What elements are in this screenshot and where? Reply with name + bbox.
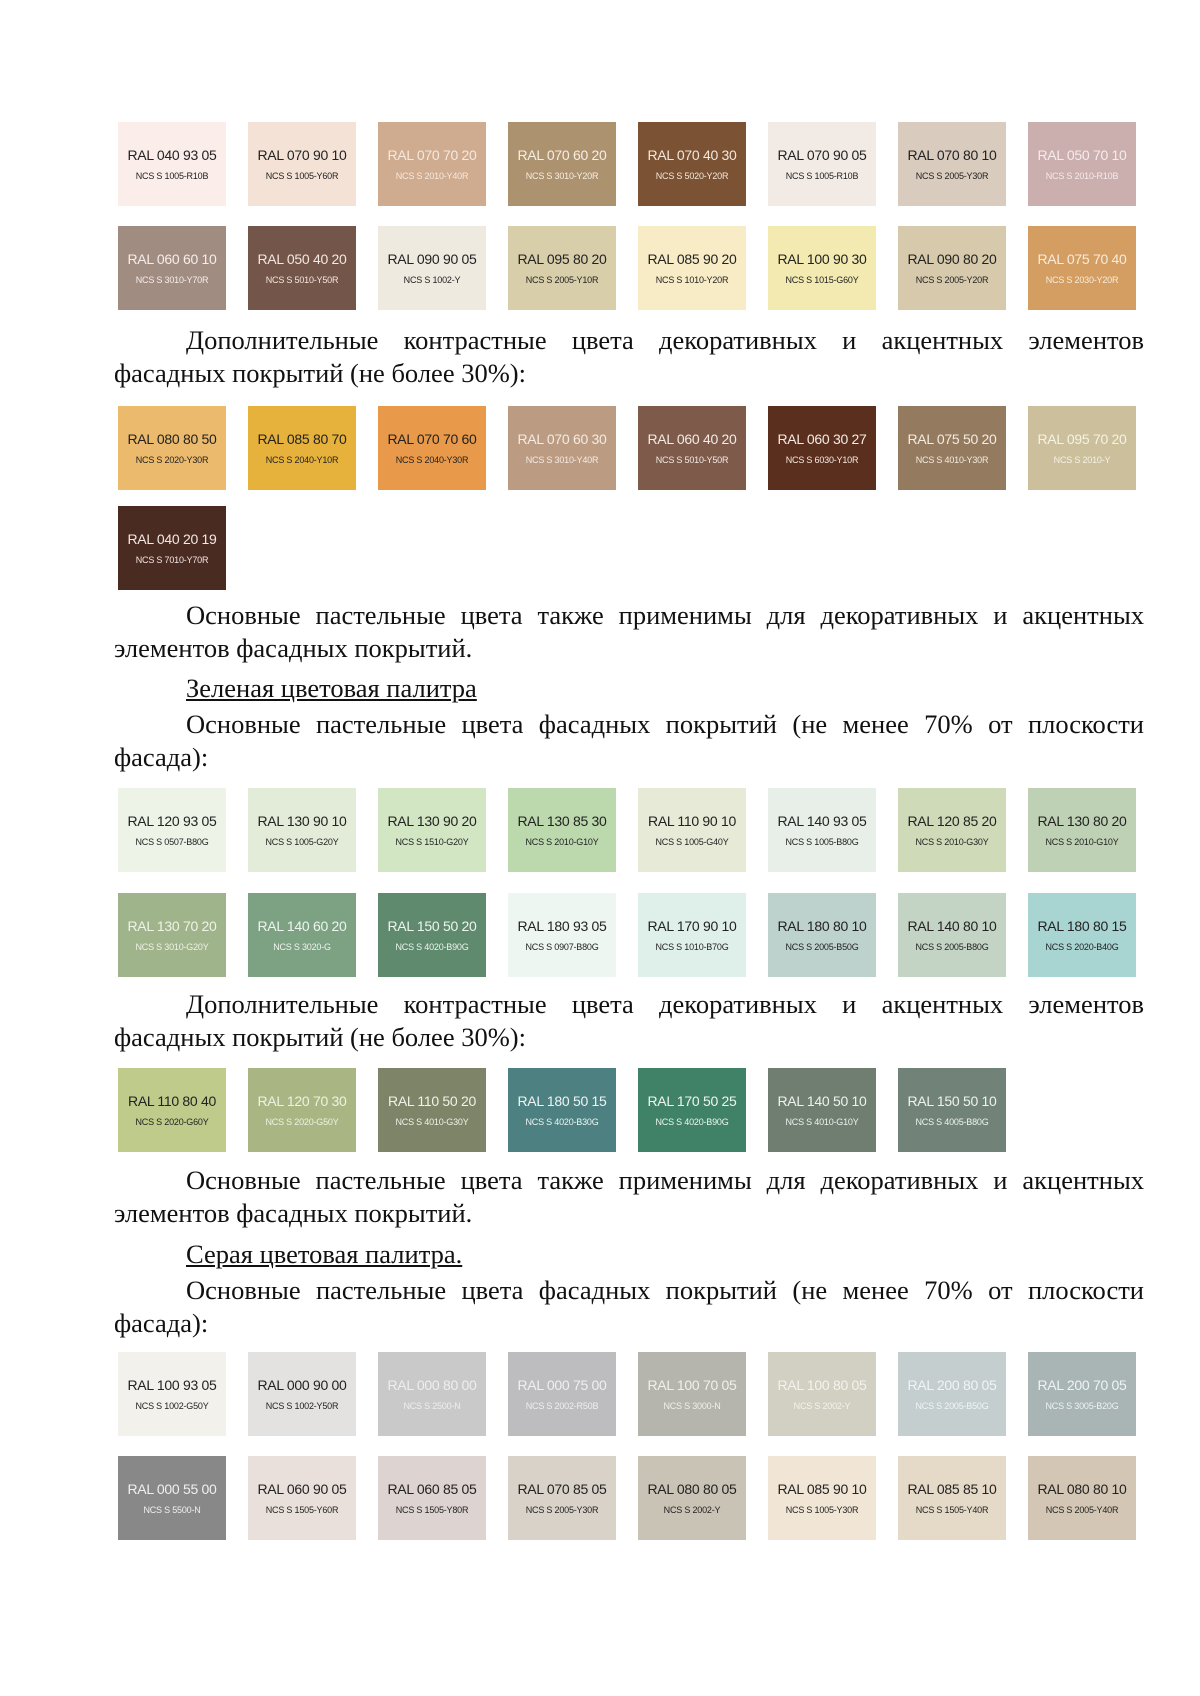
color-swatch [378, 406, 486, 490]
swatch-ncs-code: NCS S 5010-Y50R [265, 275, 339, 285]
swatch-ncs-code: NCS S 2020-G60Y [135, 1117, 209, 1127]
swatch-ral-code: RAL 095 70 20 [1037, 431, 1127, 447]
swatch-ral-code: RAL 130 70 20 [127, 918, 217, 934]
brown-note [114, 599, 1144, 665]
swatch-ncs-code: NCS S 1005-B80G [785, 837, 859, 847]
swatch-ral-code: RAL 060 85 05 [387, 1481, 477, 1497]
swatch-ncs-code: NCS S 4020-B90G [655, 1117, 729, 1127]
color-swatch [638, 893, 746, 977]
swatch-ral-code: RAL 070 40 30 [647, 147, 737, 163]
color-swatch [118, 893, 226, 977]
swatch-ral-code: RAL 070 90 10 [257, 147, 347, 163]
color-swatch [378, 1352, 486, 1436]
swatch-ncs-code: NCS S 2005-B50G [785, 942, 859, 952]
swatch-ncs-code: NCS S 2030-Y20R [1045, 275, 1119, 285]
color-swatch [768, 226, 876, 310]
swatch-ral-code: RAL 100 90 30 [777, 251, 867, 267]
swatch-ral-code: RAL 060 90 05 [257, 1481, 347, 1497]
color-swatch [638, 122, 746, 206]
color-swatch [768, 122, 876, 206]
swatch-ncs-code: NCS S 1505-Y80R [395, 1505, 469, 1515]
color-swatch [118, 226, 226, 310]
swatch-ral-code: RAL 085 85 10 [907, 1481, 997, 1497]
swatch-ncs-code: NCS S 0907-B80G [525, 942, 599, 952]
color-swatch [898, 1068, 1006, 1152]
color-swatch [638, 1456, 746, 1540]
color-swatch [118, 1068, 226, 1152]
swatch-ral-code: RAL 170 90 10 [647, 918, 737, 934]
swatch-ncs-code: NCS S 1505-Y40R [915, 1505, 989, 1515]
color-swatch [898, 893, 1006, 977]
swatch-ncs-code: NCS S 3010-Y70R [135, 275, 209, 285]
color-swatch [508, 122, 616, 206]
swatch-ncs-code: NCS S 2010-G10Y [1045, 837, 1119, 847]
swatch-ral-code: RAL 070 80 10 [907, 147, 997, 163]
swatch-ral-code: RAL 000 75 00 [517, 1377, 607, 1393]
color-swatch [378, 1456, 486, 1540]
swatch-ral-code: RAL 000 55 00 [127, 1481, 217, 1497]
swatch-ral-code: RAL 050 70 10 [1037, 147, 1127, 163]
paragraph-line: фасада): [114, 742, 209, 772]
swatch-ral-code: RAL 060 30 27 [777, 431, 867, 447]
color-swatch [1028, 788, 1136, 872]
swatch-ral-code: RAL 100 80 05 [777, 1377, 867, 1393]
swatch-ral-code: RAL 100 93 05 [127, 1377, 217, 1393]
color-swatch [248, 1352, 356, 1436]
color-swatch [118, 122, 226, 206]
color-swatch [248, 1456, 356, 1540]
color-swatch [1028, 122, 1136, 206]
swatch-ral-code: RAL 110 90 10 [648, 813, 736, 829]
swatch-ncs-code: NCS S 1005-Y60R [265, 171, 339, 181]
swatch-ncs-code: NCS S 1002-Y50R [265, 1401, 339, 1411]
swatch-ncs-code: NCS S 4020-B90G [395, 942, 469, 952]
swatch-ncs-code: NCS S 2020-G50Y [265, 1117, 339, 1127]
swatch-ral-code: RAL 070 90 05 [777, 147, 867, 163]
color-swatch [898, 1352, 1006, 1436]
swatch-ncs-code: NCS S 2010-R10B [1045, 171, 1119, 181]
swatch-ral-code: RAL 040 93 05 [127, 147, 217, 163]
swatch-ral-code: RAL 120 93 05 [127, 813, 217, 829]
color-swatch [508, 893, 616, 977]
color-swatch [898, 122, 1006, 206]
swatch-ral-code: RAL 130 90 10 [257, 813, 347, 829]
swatch-ncs-code: NCS S 3010-Y20R [525, 171, 599, 181]
swatch-ral-code: RAL 040 20 19 [127, 531, 217, 547]
color-swatch [248, 226, 356, 310]
swatch-ncs-code: NCS S 1005-G20Y [265, 837, 339, 847]
gray-main-swatches-row-1 [118, 1352, 1136, 1436]
green-main-swatches-row-1 [118, 788, 1136, 872]
green-note [114, 1164, 1144, 1230]
paragraph-line: Дополнительные контрастные цвета декоративных и акцентных элементов [186, 325, 1144, 355]
color-swatch [248, 1068, 356, 1152]
color-swatch [118, 788, 226, 872]
swatch-ncs-code: NCS S 1510-G20Y [395, 837, 469, 847]
swatch-ral-code: RAL 180 93 05 [517, 918, 607, 934]
swatch-ral-code: RAL 085 90 10 [777, 1481, 867, 1497]
brown-accent-swatches-row-1 [118, 406, 1136, 490]
color-swatch [898, 788, 1006, 872]
swatch-ral-code: RAL 130 80 20 [1037, 813, 1127, 829]
swatch-ral-code: RAL 060 40 20 [647, 431, 737, 447]
color-swatch [118, 506, 226, 590]
swatch-ncs-code: NCS S 7010-Y70R [135, 555, 209, 565]
swatch-ral-code: RAL 140 80 10 [907, 918, 997, 934]
swatch-ral-code: RAL 110 50 20 [388, 1093, 476, 1109]
swatch-ncs-code: NCS S 4010-Y30R [915, 455, 989, 465]
swatch-ncs-code: NCS S 4020-B30G [525, 1117, 599, 1127]
gray-main-swatches-row-2 [118, 1456, 1136, 1540]
swatch-ncs-code: NCS S 6030-Y10R [785, 455, 859, 465]
swatch-ral-code: RAL 070 70 20 [387, 147, 477, 163]
color-swatch [768, 1068, 876, 1152]
swatch-ral-code: RAL 060 60 10 [127, 251, 217, 267]
swatch-ral-code: RAL 070 70 60 [387, 431, 477, 447]
paragraph-line: Дополнительные контрастные цвета декоративных и акцентных элементов [186, 989, 1144, 1019]
color-swatch [768, 1352, 876, 1436]
swatch-ncs-code: NCS S 2040-Y10R [265, 455, 339, 465]
brown-main-swatches-row-1 [118, 122, 1136, 206]
swatch-ncs-code: NCS S 1002-Y [403, 275, 461, 285]
swatch-ncs-code: NCS S 1505-Y60R [265, 1505, 339, 1515]
color-swatch [378, 788, 486, 872]
color-swatch [508, 1352, 616, 1436]
color-swatch [638, 226, 746, 310]
swatch-ral-code: RAL 070 60 30 [517, 431, 607, 447]
swatch-ncs-code: NCS S 2005-Y30R [525, 1505, 599, 1515]
swatch-ncs-code: NCS S 4010-G10Y [785, 1117, 859, 1127]
swatch-ral-code: RAL 070 60 20 [517, 147, 607, 163]
green-main-swatches-row-2 [118, 893, 1136, 977]
color-swatch [248, 406, 356, 490]
color-swatch [508, 1456, 616, 1540]
color-swatch [898, 406, 1006, 490]
heading-green-palette: Зеленая цветовая палитра [186, 673, 477, 703]
swatch-ncs-code: NCS S 1010-B70G [655, 942, 729, 952]
color-swatch [638, 1352, 746, 1436]
color-swatch [248, 893, 356, 977]
swatch-ncs-code: NCS S 2002-R50B [525, 1401, 599, 1411]
swatch-ncs-code: NCS S 1010-Y20R [655, 275, 729, 285]
swatch-ral-code: RAL 140 93 05 [777, 813, 867, 829]
color-swatch [378, 1068, 486, 1152]
swatch-ral-code: RAL 200 70 05 [1037, 1377, 1127, 1393]
swatch-ncs-code: NCS S 4010-G30Y [395, 1117, 469, 1127]
swatch-ncs-code: NCS S 1015-G60Y [785, 275, 859, 285]
swatch-ncs-code: NCS S 3010-Y40R [525, 455, 599, 465]
swatch-ncs-code: NCS S 2002-Y [663, 1505, 721, 1515]
swatch-ncs-code: NCS S 2020-Y30R [135, 455, 209, 465]
swatch-ncs-code: NCS S 2010-G30Y [915, 837, 989, 847]
paragraph-line: фасада): [114, 1308, 209, 1338]
swatch-ncs-code: NCS S 3020-G [273, 942, 331, 952]
swatch-ral-code: RAL 080 80 50 [127, 431, 217, 447]
swatch-ncs-code: NCS S 5010-Y50R [655, 455, 729, 465]
color-swatch [248, 122, 356, 206]
swatch-ncs-code: NCS S 5500-N [143, 1505, 201, 1515]
color-swatch [378, 122, 486, 206]
color-swatch [638, 1068, 746, 1152]
swatch-ncs-code: NCS S 3000-N [663, 1401, 721, 1411]
color-swatch [378, 893, 486, 977]
paragraph-line: фасадных покрытий (не более 30%): [114, 358, 526, 388]
swatch-ncs-code: NCS S 1002-G50Y [135, 1401, 209, 1411]
swatch-ral-code: RAL 180 80 15 [1037, 918, 1127, 934]
brown-main-swatches-row-2 [118, 226, 1136, 310]
color-swatch [118, 406, 226, 490]
color-swatch [638, 788, 746, 872]
swatch-ral-code: RAL 130 90 20 [387, 813, 477, 829]
swatch-ncs-code: NCS S 1005-G40Y [655, 837, 729, 847]
color-swatch [248, 788, 356, 872]
brown-accent-intro [114, 324, 1144, 390]
swatch-ral-code: RAL 000 90 00 [257, 1377, 347, 1393]
heading-gray-palette: Серая цветовая палитра. [186, 1239, 463, 1269]
paragraph-line: элементов фасадных покрытий. [114, 633, 473, 663]
brown-accent-swatches-row-2 [118, 506, 1136, 590]
swatch-ral-code: RAL 100 70 05 [647, 1377, 737, 1393]
swatch-ral-code: RAL 120 85 20 [907, 813, 997, 829]
color-swatch [118, 1352, 226, 1436]
color-swatch [1028, 226, 1136, 310]
color-swatch [1028, 406, 1136, 490]
swatch-ncs-code: NCS S 3005-B20G [1045, 1401, 1119, 1411]
swatch-ral-code: RAL 140 60 20 [257, 918, 347, 934]
swatch-ral-code: RAL 110 80 40 [128, 1093, 216, 1109]
swatch-ncs-code: NCS S 1005-R10B [785, 171, 859, 181]
swatch-ral-code: RAL 075 70 40 [1037, 251, 1127, 267]
swatch-ncs-code: NCS S 2005-B80G [915, 942, 989, 952]
swatch-ral-code: RAL 050 40 20 [257, 251, 347, 267]
paragraph-line: Основные пастельные цвета фасадных покрытий (не менее 70% от плоскости [186, 709, 1144, 739]
green-accent-intro [114, 988, 1144, 1054]
paragraph-line: Основные пастельные цвета также применимы для декоративных и акцентных [186, 1165, 1144, 1195]
swatch-ral-code: RAL 095 80 20 [517, 251, 607, 267]
swatch-ral-code: RAL 150 50 20 [387, 918, 477, 934]
swatch-ncs-code: NCS S 2005-Y10R [525, 275, 599, 285]
swatch-ncs-code: NCS S 2005-Y20R [915, 275, 989, 285]
color-swatch [638, 406, 746, 490]
color-swatch [508, 406, 616, 490]
color-swatch [768, 893, 876, 977]
swatch-ncs-code: NCS S 2010-G10Y [525, 837, 599, 847]
swatch-ncs-code: NCS S 2010-Y [1053, 455, 1111, 465]
swatch-ral-code: RAL 120 70 30 [257, 1093, 347, 1109]
color-swatch [768, 1456, 876, 1540]
swatch-ral-code: RAL 170 50 25 [647, 1093, 737, 1109]
swatch-ncs-code: NCS S 1005-R10B [135, 171, 209, 181]
swatch-ncs-code: NCS S 2040-Y30R [395, 455, 469, 465]
swatch-ral-code: RAL 080 80 05 [647, 1481, 737, 1497]
swatch-ral-code: RAL 000 80 00 [387, 1377, 477, 1393]
swatch-ral-code: RAL 070 85 05 [517, 1481, 607, 1497]
paragraph-line: элементов фасадных покрытий. [114, 1198, 473, 1228]
swatch-ral-code: RAL 080 80 10 [1037, 1481, 1127, 1497]
swatch-ncs-code: NCS S 2005-Y30R [915, 171, 989, 181]
swatch-ral-code: RAL 150 50 10 [907, 1093, 997, 1109]
swatch-ncs-code: NCS S 2002-Y [793, 1401, 851, 1411]
swatch-ral-code: RAL 130 85 30 [517, 813, 607, 829]
swatch-ral-code: RAL 180 50 15 [517, 1093, 607, 1109]
green-accent-swatches-row [118, 1068, 1136, 1152]
paragraph-line: Основные пастельные цвета также применимы для декоративных и акцентных [186, 600, 1144, 630]
swatch-ncs-code: NCS S 0507-B80G [135, 837, 209, 847]
color-swatch [378, 226, 486, 310]
swatch-ral-code: RAL 075 50 20 [907, 431, 997, 447]
color-swatch [508, 788, 616, 872]
swatch-ncs-code: NCS S 3010-G20Y [135, 942, 209, 952]
color-swatch [768, 406, 876, 490]
swatch-ncs-code: NCS S 1005-Y30R [785, 1505, 859, 1515]
swatch-ncs-code: NCS S 2010-Y40R [395, 171, 469, 181]
color-swatch [898, 1456, 1006, 1540]
swatch-ral-code: RAL 180 80 10 [777, 918, 867, 934]
swatch-ncs-code: NCS S 2500-N [403, 1401, 461, 1411]
color-swatch [898, 226, 1006, 310]
swatch-ral-code: RAL 090 80 20 [907, 251, 997, 267]
swatch-ncs-code: NCS S 4005-B80G [915, 1117, 989, 1127]
color-swatch [1028, 1456, 1136, 1540]
color-swatch [508, 226, 616, 310]
color-swatch [118, 1456, 226, 1540]
swatch-ncs-code: NCS S 5020-Y20R [655, 171, 729, 181]
swatch-ncs-code: NCS S 2005-Y40R [1045, 1505, 1119, 1515]
swatch-ral-code: RAL 140 50 10 [777, 1093, 867, 1109]
color-swatch [768, 788, 876, 872]
color-swatch [1028, 1352, 1136, 1436]
gray-main-intro [114, 1274, 1144, 1340]
color-swatch [508, 1068, 616, 1152]
swatch-ral-code: RAL 085 80 70 [257, 431, 347, 447]
color-swatch [1028, 893, 1136, 977]
paragraph-line: Основные пастельные цвета фасадных покрытий (не менее 70% от плоскости [186, 1275, 1144, 1305]
green-main-intro [114, 708, 1144, 774]
swatch-ral-code: RAL 085 90 20 [647, 251, 737, 267]
swatch-ncs-code: NCS S 2005-B50G [915, 1401, 989, 1411]
swatch-ral-code: RAL 090 90 05 [387, 251, 477, 267]
swatch-ncs-code: NCS S 2020-B40G [1045, 942, 1119, 952]
paragraph-line: фасадных покрытий (не более 30%): [114, 1022, 526, 1052]
swatch-ral-code: RAL 200 80 05 [907, 1377, 997, 1393]
